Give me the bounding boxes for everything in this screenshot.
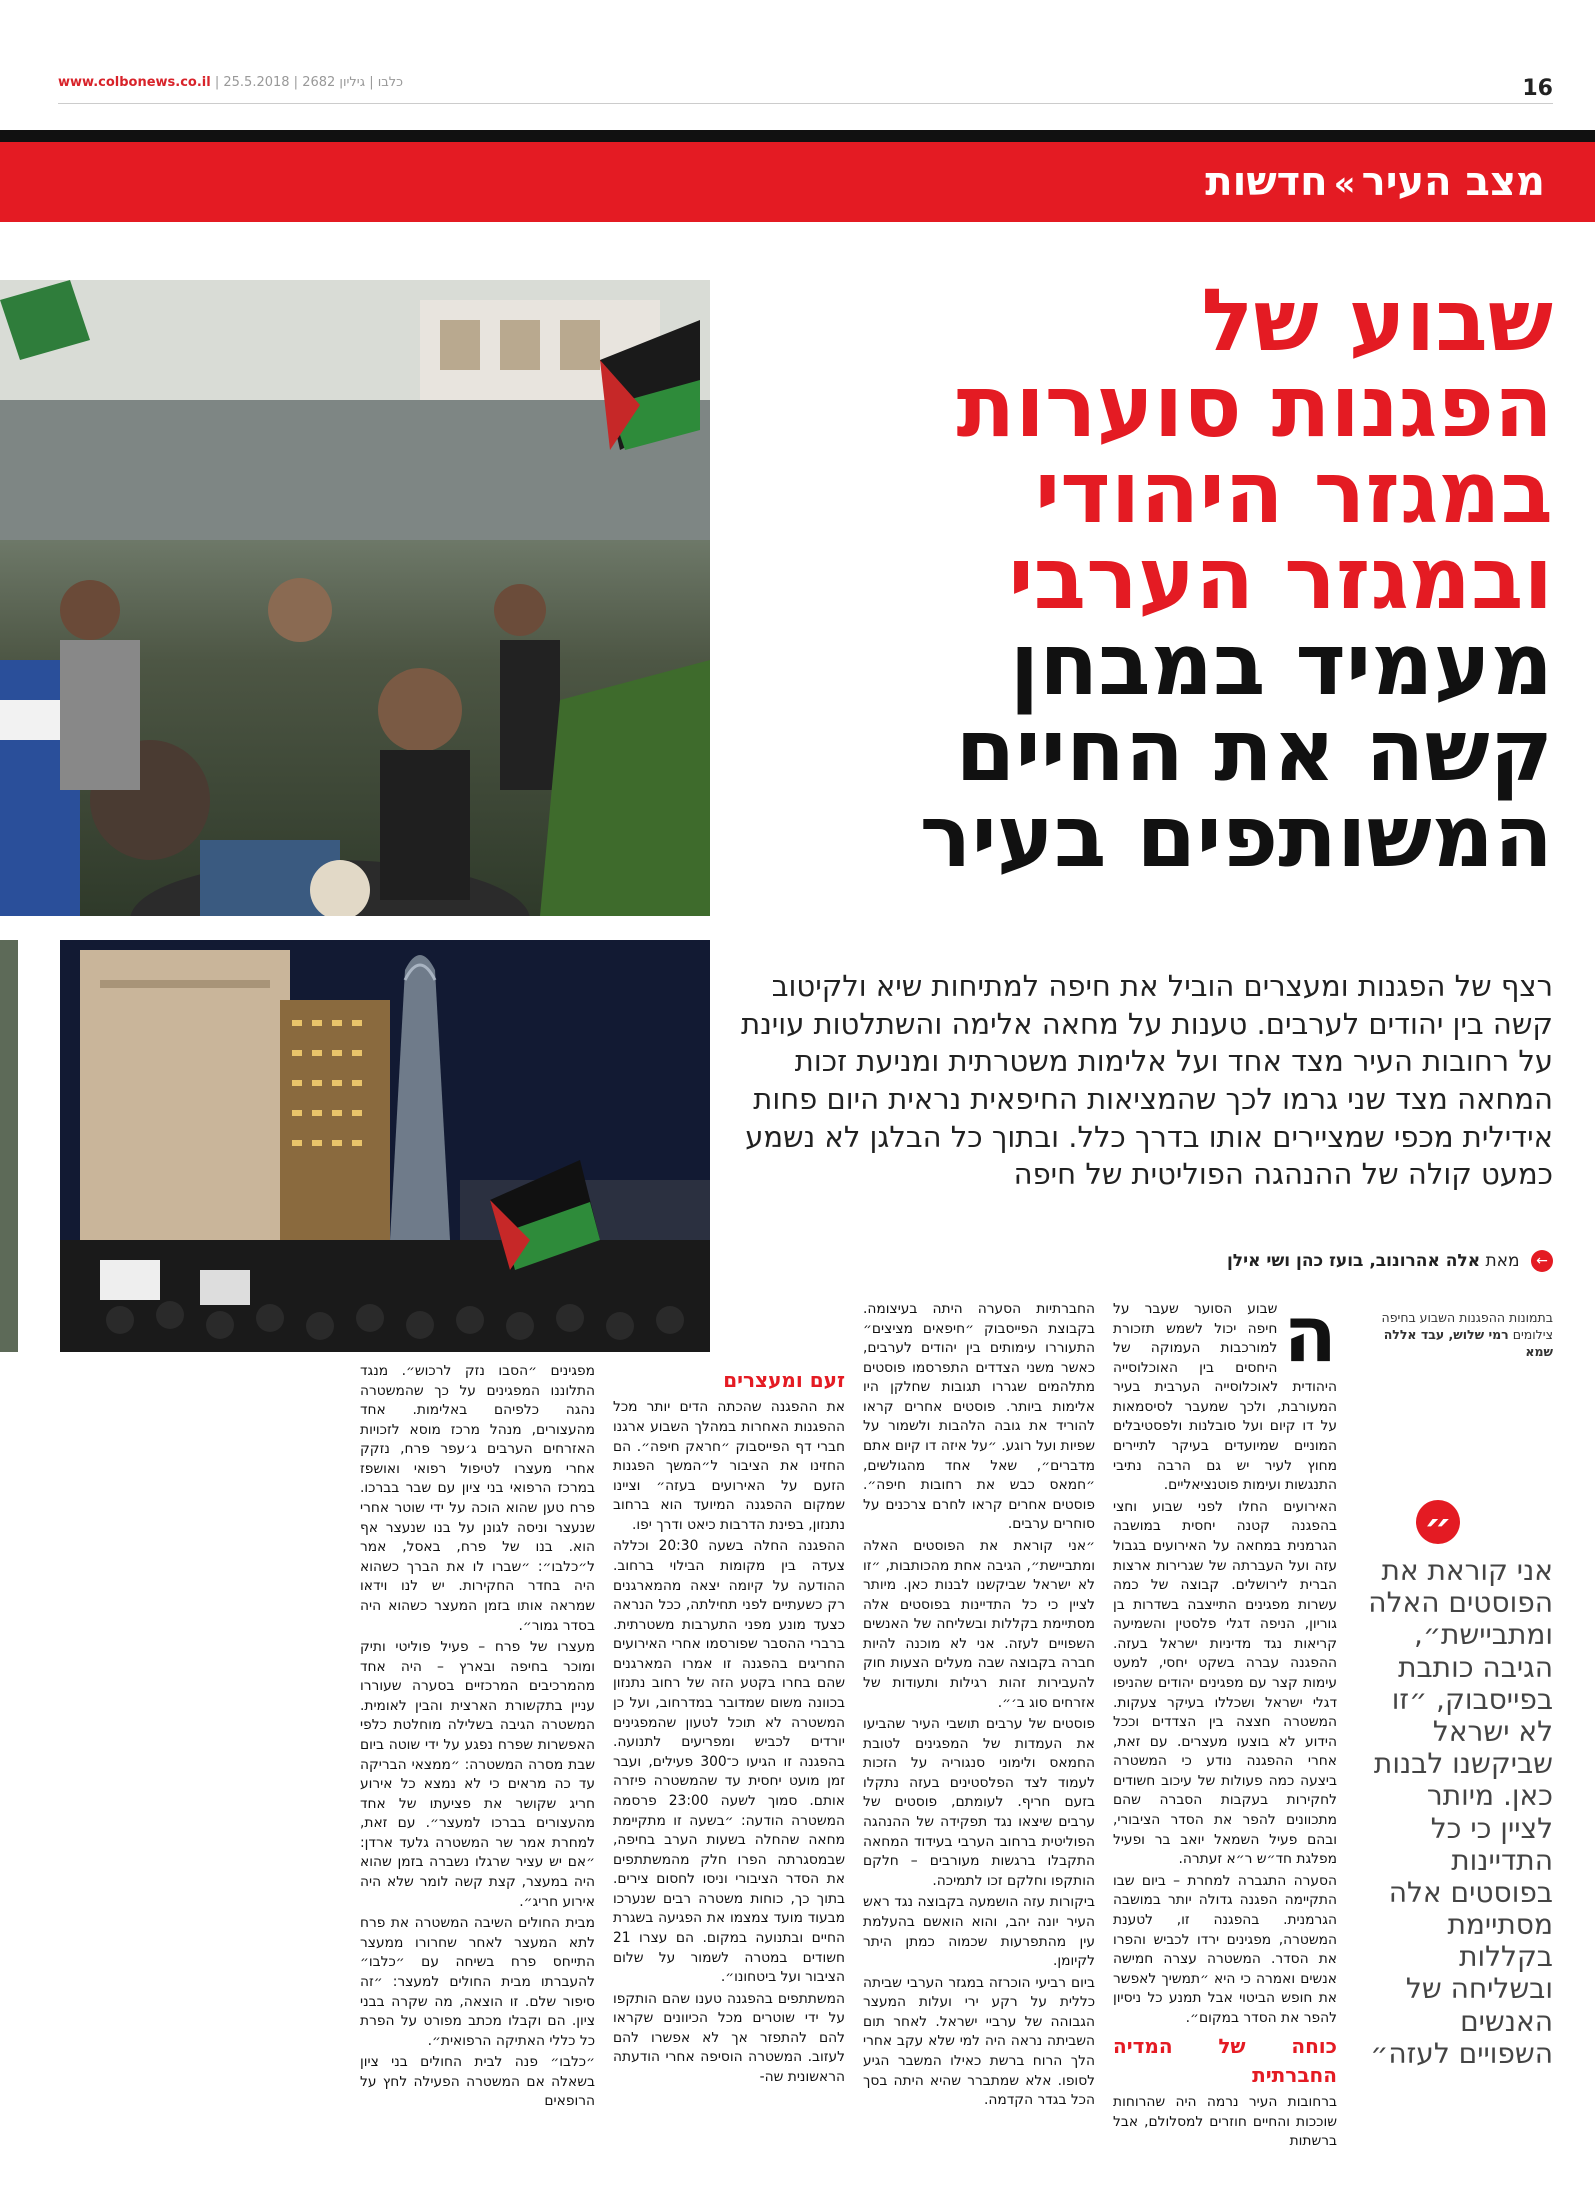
article-column-3 [613, 1362, 845, 2090]
byline-authors: אלה אהרונוב, בועז כהן ושי אילן [1226, 1251, 1481, 1271]
paragraph: ״כלבו״ פנה לבית החולים בני ציון בשאלה אם המשטרה הפעילה לחץ על הרופאים [360, 2054, 595, 2110]
headline-red-line: במגזר היהודי [1034, 443, 1553, 543]
paragraph: החברתיות הסערה היתה בעיצומה. בקבוצת הפייסבוק ״חיפאים מציצים״ התעוררו עימותים בין יהודים לערבים, כאשר משני הצדדים התפרסמו פוסטים מתלהמים שגררו תגובות שחלקן היו אלימות ביותר. פוסטים אחרים קראו להוריד את גובה הלהבות ולשמור על שפיות ועל רוגע. ״על איזה דו קיום אתם מדברים״, שאל אחד מהגולשים, ״חמאס כבש את רחובות חיפה״. פוסטים אחרים קראו לחרם צרכנים על סוחרים ערבים. [863, 1301, 1095, 1533]
issue-info: | כלבו | גיליון 2682 | 25.5.2018 [214, 75, 404, 90]
protest-photo-edge [0, 940, 18, 1352]
quote-mark-icon: ״ [1416, 1500, 1460, 1544]
headline-black-line: המשותפים בעיר [919, 787, 1553, 887]
paragraph: שבוע הסוער שעבר על חיפה יכול לשמש תזכורת למורכבות העמוקה של היחסים בין האוכלוסייה היהודית לאוכלוסייה הערבית בעיר המעורבת, ולכך שמעבר לסיסמאות על דו קיום ועל סובלנות ולפסטיבלים המוניים שמיועדים בעיקר לתיירים מחוץ לעיר יש גם הרבה נתיבי התנגשות ועימות פוטנציאליים. [1113, 1301, 1337, 1494]
photo-caption [1373, 1310, 1553, 1361]
site-url[interactable]: www.colbonews.co.il [58, 75, 211, 90]
article-column-2 [863, 1300, 1095, 2113]
headline-red-line: שבוע של [1201, 271, 1553, 371]
paragraph: המשתתפים בהפגנה טענו שהם הותקפו על ידי שוטרים מכל הכיוונים שקראו להם להתפזר אך לא אפשרו להם לעזוב. המשטרה הוסיפה אחרי הודעתה הראשונית שה- [613, 1990, 845, 2086]
headline-red-line: הפגנות סוערות [956, 357, 1553, 457]
article-column-4 [360, 1362, 595, 2114]
protest-photo-night-illustration [60, 940, 710, 1352]
headline [733, 271, 1553, 887]
headline-black-line: מעמיד במבחן [1009, 615, 1553, 715]
top-divider [58, 103, 1553, 104]
section-title [1205, 142, 1545, 222]
paragraph: ברחובות העיר נרמה היה שהרוחות שוככות והחיים חוזרים למסלולם, אבל ברשתות [1113, 2094, 1337, 2150]
drop-cap: ה [1283, 1290, 1337, 1380]
pull-quote: אני קוראת את הפוסטים האלה ומתביישת״, הגיבה כותבת בפייסבוק, ״זו לא ישראל שביקשנו לבנות כאן. מיותר לציין כי כל התדיינות בפוסטים אלה מסתיימת בקללות ובשליחה של האנשים השפויים לעזה״ [1368, 1554, 1553, 2070]
paragraph: ביום רביעי הוכרזה במגזר הערבי שביתה כללית על רקע ירי ועלות המעצר הגבוהה של ערביי ישראל. לאחר תום השביתה נראה היה למי שלא עקב אחרי הלך הרוח ברשת כאילו המשבר הגיע לסופו. אלא שמתברר שהיא היתה בסך הכל בגדר הקדמה. [863, 1974, 1095, 2109]
paragraph: פוסטים של ערבים תושבי העיר שהביעו את העמדות של המפגינים לטובת החמאס ולימוני סנגוריה על הזכות לעמוד לצד הפלסטינים בעזה נתקלו בזעם חריף. לעומתם, פוסטים של ערבים שיצאו נגד תפקידה של ההנהגה הפוליטית ברחוב הערבי בעידוד המחאה התקבלו ברגשות מעורבים – חלקם הותקפו וחלקם זכו לתמיכה. [863, 1716, 1095, 1889]
paragraph: ביקורות עזה הושמעה בקבוצה נגד ראש העיר יונה יהב, והוא הואשם בהעלמת עין מהתפרעות שכמוה כמתן היתר לקיומן. [863, 1894, 1095, 1970]
headline-black-line: קשה את החיים [955, 701, 1553, 801]
headline-red-line: ובמגזר הערבי [1008, 529, 1553, 629]
issue-line [58, 75, 1553, 95]
paragraph: ״אני קוראת את הפוסטים האלה ומתביישת״, הגיבה אחת מהכותבות, ״זו לא ישראל שביקשנו לבנות כאן. מיותר לציין כי כל התדיינות בפוסטים אלה מסתיימת בקללות ובשליחה של האנשים השפויים לעזה. אני לא מוכנה להיות חברה בקבוצה שבה מעלים הצעות חוק להעבירות זהות רגילות ותעודות של אזרחים סוג ב׳״. [863, 1537, 1095, 1711]
black-band [0, 130, 1595, 142]
section-main: מצב העיר [1361, 159, 1545, 205]
section-sub: חדשות [1205, 159, 1328, 205]
paragraph: האירועים החלו לפני שבוע וחצי בהפגנה קטנה יחסית במושבה הגרמנית במחאה על האירועים בגבול עזה ועל העברתה של שגרירות ארצות הברית לירושלים. קבוצה של כמה עשרות מפגינים התייצבה בשדרות בן גוריון, הניפה דגלי פלסטין והשמיעה קריאות נגד מדיניות ישראל בעזה. ההפגנה עברה בשקט יחסי, למעט עימות קצר עם מפגינים יהודים שהניפו דגלי ישראל ושכללו בעיקר צעקות. המשטרה חצצה בין הצדדים וככל הידוע לא בוצעו מעצרים. עם זאת, אחרי ההפגנה נודע כי המשטרה ביצעה כמה פעולות של עיכוב חשודים לחקירות בעקבות הסברה שהם מתכוונים להפר את הסדר הציבורי, ובהם פעיל השמאל יואב בר ופעיל מפלגת חד״ש ר״א זעתרה. [1113, 1498, 1337, 1868]
byline [1227, 1250, 1553, 1272]
paragraph: הסערה התגברה למחרת – ביום שבו התקיימה הפגנה גדולה יותר במושבה הגרמנית. בהפגנה זו, לטענת המשטרה, מפגינים ירדו לכביש והפרו את הסדר. המשטרה עצרה חמישה אנשים ואמרה כי היא ״תמשיך לאפשר את חופש הביטוי אבל תמנע כל ניסיון להפר את הסדר במקום״. [1113, 1872, 1337, 2026]
article-column-1 [1113, 1290, 1337, 2154]
protest-photo-night [60, 940, 710, 1352]
page-number: 16 [1522, 76, 1553, 101]
paragraph: מבית החולים השיבה המשטרה את פרח לתא המעצר לאחר שחרורו ממעצר התייחס פרח בשיחה עם ״כלבו״ להעברתו מבית החולים למעצר: ״זה סיפור שלם. זו הוצאה, מה שקרה בבני ציון. הם וקבלו מכתב מפורט על הפרת כל כללי האתיקה הרפואית״. [360, 1915, 595, 2049]
deck-subtitle: רצף של הפגנות ומעצרים הוביל את חיפה למתיחות שיא ולקיטוב קשה בין יהודים לערבים. טענות על מחאה אלימה והשתלטות עוינת על רחובות העיר מצד אחד ועל אלימות משטרתית ומניעת זכות המחאה מצד שני גרמו לכך שהמציאות החיפאית נראית היום פחות אידילית מכפי שמציירים אותו בדרך כלל. ובתוך כל הבלגן לא נשמע כמעט קולה של ההנהגה הפוליטית של חיפה [741, 969, 1553, 1192]
paragraph: מעצרו של פרח – פעיל פוליטי ותיק ומוכר בחיפה ובארץ – היה אחד מהמרכיבים המרכזיים בסערה שעוררו עניין בתקשורת הארצית והבין לאומית. המשטרה הגיבה בשלילה מוחלטת כלפי האפשרות שפרח נפגע על ידי שוטה ביום שבת מסרה המשטרה: ״ממצאי הבריקה עד כה מראים כי לא נמצא כל אירוע חריג שקושר את פציעתו של אחד מהעצורים בברכו למעצר״. עם זאת, למחרת אמר שר המשטרה גלעד ארדן: ״אם יש עציר שרגלו נשברה בזמן שהוא היה במעצר, קצת קשה לומר שלא היה אירוע חריג״. [360, 1639, 595, 1910]
protest-photo-day [0, 280, 710, 916]
subheading: זעם ומעצרים [723, 1368, 845, 1392]
paragraph: מפגינים ״הסבו נזק לרכוש״. מנגד התלוננו המפגינים על כך שהמשטרה נהגה כלפיהם באלימות. אחד מהעצורים, מנהל מרכז מוסא לזכויות האזרחים הערבים ג׳עפר פרח, נזקק אחרי מעצרו לטיפול רפואי ואושפז במרכז הרפואי בני ציון עם שבר בברכו. פרח טען שהוא הוכה על ידי שוטר אחרי שנעצר וניסה לגונן על בנו שנעצר אף הוא. בנו של פרח, באסל, אמר ל״כלבו״: ״שברו לו את הברך כשהוא היה בחדר החקירות. יש לנו וידאו שמראה אותו בזמן המעצר כשהוא היה בסדר גמור״. [360, 1363, 595, 1634]
caption-credit-label: צילומים [1512, 1326, 1553, 1342]
byline-prefix: מאת [1485, 1251, 1520, 1271]
caption-title: בתמונות ההפגנות השבוע בחיפה [1381, 1310, 1553, 1325]
byline-arrow-icon: ← [1531, 1250, 1553, 1272]
paragraph: ההפגנה החלה בשעה 20:30 וכללה צעדה בין מקומות הבילוי ברחוב. ההודעה על קיומה יצאה מהמארגנים רק כשעתיים לפני תחילתה, ככל הנראה כצעד מונע מפני התערבות משטרתית. ברברי ההסבר שפורסמו אחרי האירועים החריגים בהפגנה זו אמרו המארגנים שהם בחרו בקטע הזה של רחוב נתנזון בכוונה משום שמדובר במדרחוב, ועל כן המשטרה לא תוכל לטעון שהמפגינים יורדים לכביש ומפריעים לתנועה. בהפגנה זו הגיעו כ־300 פעילים, ועבר זמן מועט יחסית עד שהמשטרה פיזרה אותם. סמוך לשעה 23:00 פרסמה המשטרה הודעה: ״בשעה זו מתקיימת מחאה שהחלה בשעות הערב בחיפה, שבמסגרתה הפרו חלק מהמשתתפים את הסדר הציבורי וניסו לחסום צירים. בתוך כך, כוחות משטרה רבים שנערכו מבעוד מועד צמצמו את הפגיעה בשגרת החיים ובתנועה במקום. הם עצרו 21 חשודים במטרה לשמור על שלום הציבור ועל ביטחונו״. [613, 1538, 846, 1986]
subheading: כוחה של המדיה החברתית [1113, 2034, 1337, 2087]
protest-photo-day-illustration [0, 280, 710, 916]
caption-credit-names: רמי שלוש, עבד אללה שמא [1383, 1326, 1553, 1359]
section-arrows-icon: » [1333, 164, 1356, 204]
paragraph: את ההפגנה שהכתה הדים יותר מכל ההפגנות האחרות במהלך השבוע ארגנו חברי דף הפייסבוק ״חראק חיפה״. הם החזינו את הציבור ל״המשך הפגנות הזעם על האירועים בעזה״ וציינו שמקום ההפגנה המיועד הוא ברחוב נתנזון, בפינת הדרבות כיאט ודרך יפו. [613, 1399, 845, 1533]
